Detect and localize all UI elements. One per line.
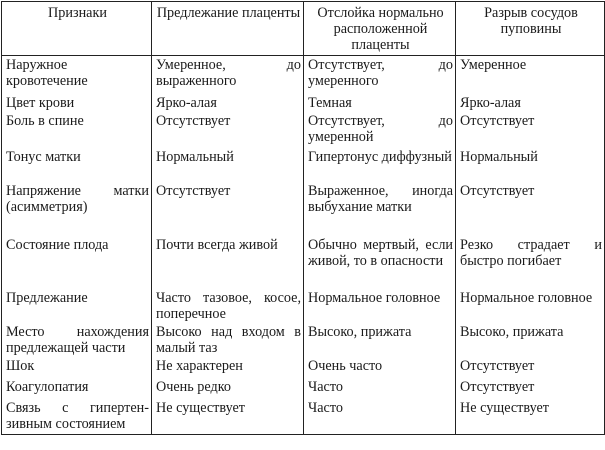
table-row: [2, 94, 605, 112]
table-cell: Очень редко: [152, 378, 304, 399]
table-cell: Наружное кровотечение: [2, 56, 152, 94]
table-body: [2, 56, 605, 435]
table-cell: Тонус матки: [2, 148, 152, 182]
table-row: [2, 112, 605, 148]
header-signs: Признаки: [2, 2, 152, 56]
table-cell: Цвет крови: [2, 94, 152, 112]
table-cell: Отсутствует: [152, 112, 304, 148]
document-page: [1, 1, 604, 435]
comparison-table: [1, 1, 605, 435]
table-row: [2, 182, 605, 236]
table-cell: Высоко, прижата: [304, 323, 456, 357]
table-cell: Отсутствует, до умеренной: [304, 112, 456, 148]
table-cell: Ярко-алая: [152, 94, 304, 112]
table-row: [2, 378, 605, 399]
table-cell: Не существует: [152, 399, 304, 435]
table-cell: Обычно мертвый, если живой, то в опасности: [304, 236, 456, 289]
table-cell: Боль в спине: [2, 112, 152, 148]
table-cell: Отсутствует: [152, 182, 304, 236]
table-cell: Место нахождения предлежащей части: [2, 323, 152, 357]
table-cell: Отсутствует: [456, 378, 605, 399]
table-cell: Состояние плода: [2, 236, 152, 289]
table-row: [2, 323, 605, 357]
table-row: [2, 357, 605, 378]
table-cell: Нормальный: [456, 148, 605, 182]
table-cell: Часто: [304, 399, 456, 435]
table-cell: Умеренное: [456, 56, 605, 94]
table-row: [2, 399, 605, 435]
table-cell: Коагулопатия: [2, 378, 152, 399]
table-cell: Не характерен: [152, 357, 304, 378]
table-cell: Отсутствует, до умеренного: [304, 56, 456, 94]
table-row: [2, 289, 605, 323]
table-row: [2, 236, 605, 289]
table-cell: Темная: [304, 94, 456, 112]
table-header: [2, 2, 605, 56]
table-cell: Отсутствует: [456, 112, 605, 148]
table-row: [2, 148, 605, 182]
header-placenta-previa: Предлежание плаценты: [152, 2, 304, 56]
table-cell: Резко страдает и быстро погибает: [456, 236, 605, 289]
table-cell: Нормальный: [152, 148, 304, 182]
table-cell: Очень часто: [304, 357, 456, 378]
table-cell: Высоко, прижата: [456, 323, 605, 357]
table-cell: Предлежание: [2, 289, 152, 323]
table-cell: Нормальное головное: [304, 289, 456, 323]
table-cell: Почти всегда живой: [152, 236, 304, 289]
table-cell: Не существует: [456, 399, 605, 435]
table-cell: Высоко над входом в малый таз: [152, 323, 304, 357]
table-cell: Часто: [304, 378, 456, 399]
table-cell: Часто тазовое, косое, поперечное: [152, 289, 304, 323]
table-cell: Шок: [2, 357, 152, 378]
table-cell: Выраженное, иногда выбухание матки: [304, 182, 456, 236]
table-cell: Нормальное головное: [456, 289, 605, 323]
table-cell: Гипертонус диффузный: [304, 148, 456, 182]
table-cell: Ярко-алая: [456, 94, 605, 112]
header-vasa-previa-rupture: Разрыв сосудов пуповины: [456, 2, 605, 56]
header-row: [2, 2, 605, 56]
table-cell: Отсутствует: [456, 182, 605, 236]
table-cell: Умеренное, до выраженного: [152, 56, 304, 94]
table-cell: Напряжение матки (асимметрия): [2, 182, 152, 236]
table-cell: Отсутствует: [456, 357, 605, 378]
table-cell: Связь с гипертен-зивным состоянием: [2, 399, 152, 435]
table-row: [2, 56, 605, 94]
header-placental-abruption: Отслойка нормально расположенной плаценты: [304, 2, 456, 56]
